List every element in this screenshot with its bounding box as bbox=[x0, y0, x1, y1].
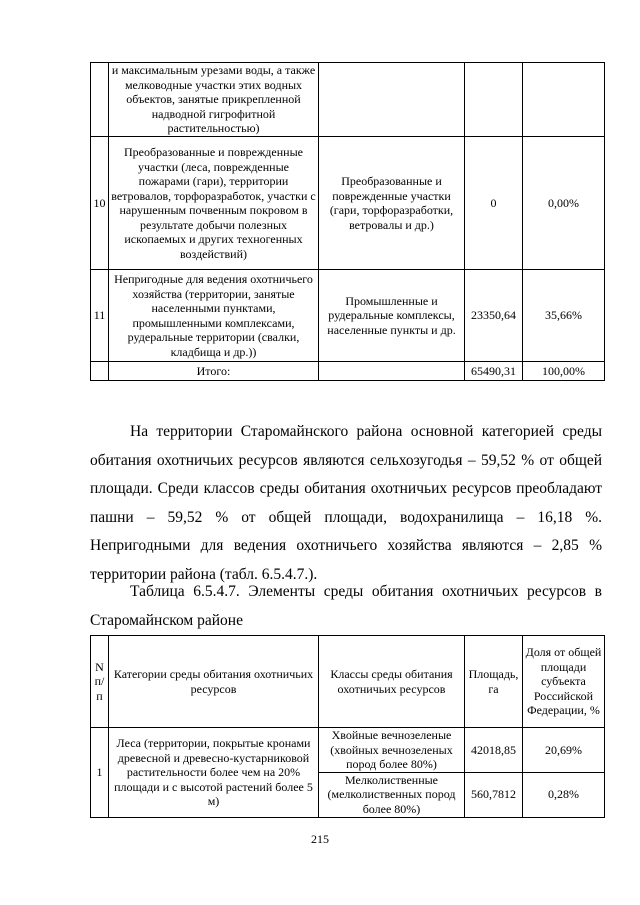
header-category: Категории среды обитания охотничьих ресурсов bbox=[109, 636, 319, 728]
habitat-table-continued bbox=[90, 62, 605, 381]
table-row bbox=[91, 728, 605, 773]
share-cell: 0,00% bbox=[523, 137, 605, 270]
table-row bbox=[91, 63, 605, 137]
row-number bbox=[91, 63, 109, 137]
row-number: 1 bbox=[91, 728, 109, 818]
header-class: Классы среды обитания охотничьих ресурсов bbox=[319, 636, 465, 728]
class-cell: Мелколиственные (мелколиственных пород более 80%) bbox=[319, 772, 465, 817]
table-row bbox=[91, 137, 605, 270]
share-cell: 20,69% bbox=[523, 728, 605, 773]
header-n: N п/п bbox=[91, 636, 109, 728]
total-label: Итого: bbox=[109, 362, 319, 381]
total-share: 100,00% bbox=[523, 362, 605, 381]
page-number: 215 bbox=[311, 832, 329, 846]
row-number: 11 bbox=[91, 270, 109, 362]
area-cell: 42018,85 bbox=[465, 728, 523, 773]
category-cell: Непригодные для ведения охотничьего хозяйства (территории, занятые населенными пунктами, промышленными комплексами, рудеральные территории (свалки, кладбища и др.)) bbox=[109, 270, 319, 362]
category-cell: и максимальным урезами воды, а также мелководные участки этих водных объектов, занятые прикрепленной надводной гигрофитной растительностью) bbox=[109, 63, 319, 137]
total-area: 65490,31 bbox=[465, 362, 523, 381]
area-cell: 23350,64 bbox=[465, 270, 523, 362]
header-share: Доля от общей площади субъекта Российской Федерации, % bbox=[523, 636, 605, 728]
class-cell: Преобразованные и поврежденные участки (гари, торфоразработки, ветровалы и др.) bbox=[319, 137, 465, 270]
area-cell: 560,7812 bbox=[465, 772, 523, 817]
class-cell: Хвойные вечнозеленые (хвойных вечнозеленых пород более 80%) bbox=[319, 728, 465, 773]
class-cell: Промышленные и рудеральные комплексы, населенные пункты и др. bbox=[319, 270, 465, 362]
area-cell bbox=[465, 63, 523, 137]
area-cell: 0 bbox=[465, 137, 523, 270]
share-cell bbox=[523, 63, 605, 137]
class-cell bbox=[319, 63, 465, 137]
table-row bbox=[91, 270, 605, 362]
body-paragraph: На территории Старомайнского района основной категорией среды обитания охотничьих ресурсов являются сельхозугодья – 59,52 % от общей площади. Среди классов среды обитания охотничьих ресурсов преобладают пашни – 59,52 % от общей площади, водохранилища – 16,18 %. Непригодными для ведения охотничьего хозяйства являются – 2,85 % территории района (табл. 6.5.4.7.). bbox=[90, 423, 602, 583]
category-cell: Леса (территории, покрытые кронами древесной и древесно-кустарниковой растительности более чем на 20% площади и с высотой растений более 5 м) bbox=[109, 728, 319, 818]
row-number: 10 bbox=[91, 137, 109, 270]
share-cell: 0,28% bbox=[523, 772, 605, 817]
header-area: Площадь, га bbox=[465, 636, 523, 728]
category-cell: Преобразованные и поврежденные участки (леса, поврежденные пожарами (гари), территории ветровалов, торфоразработок, участки с нарушенным почвенным покровом в результате добычи полезных ископаемых и других техногенных воздействий) bbox=[109, 137, 319, 270]
table-header-row bbox=[91, 636, 605, 728]
share-cell: 35,66% bbox=[523, 270, 605, 362]
total-row bbox=[91, 362, 605, 381]
table-caption: Таблица 6.5.4.7. Элементы среды обитания охотничьих ресурсов в Старомайнском районе bbox=[90, 583, 602, 629]
habitat-elements-table bbox=[90, 635, 605, 818]
